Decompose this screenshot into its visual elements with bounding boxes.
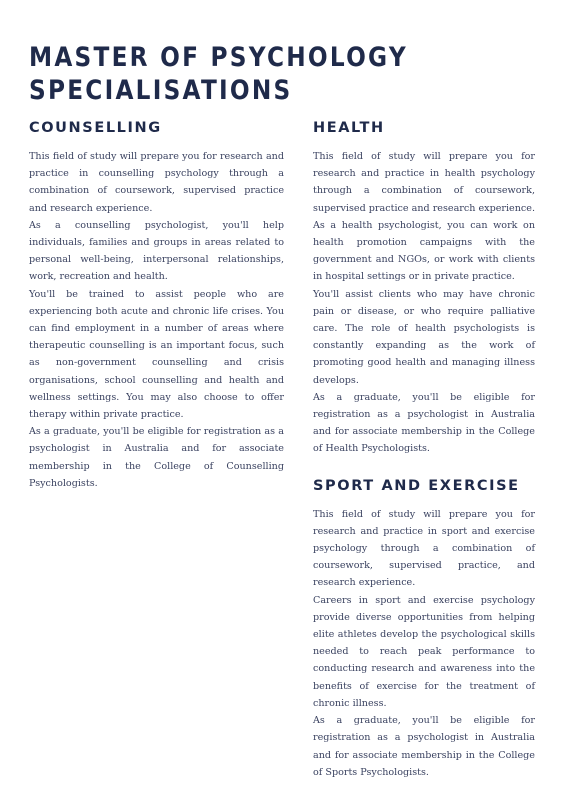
paragraph: As a graduate, you'll be eligible for registration as a psychologist in Australia and for associate membership in the College of Sports Psychologists.	[313, 715, 535, 778]
paragraph: This field of study will prepare you for research and practice in health psychology through a combination of coursework, supervised practice and research experience.	[313, 151, 536, 214]
paragraph: As a health psychologist, you can work on health promotion campaigns with the government and NGOs, or work with clients in hospital settings or in private practice.	[313, 219, 535, 283]
paragraph: You'll assist clients who may have chronic pain or disease, or who require palliative care. The role of health psychologists is constantly expanding as the work of promoting good health and managing illness develops.	[313, 288, 535, 386]
section-sport-and-exercise	[313, 476, 535, 781]
section-heading-health: HEALTH	[313, 120, 385, 136]
paragraph: As a graduate, you'll be eligible for registration as a psychologist in Australia and for associate membership in the College of Health Psychologists.	[313, 391, 535, 455]
right-column	[313, 118, 535, 781]
page-title-line-2: SPECIALISATIONS	[29, 75, 293, 106]
page-title	[29, 41, 468, 107]
section-body-health	[313, 148, 535, 458]
paragraph: This field of study will prepare you for research and practice in counselling psychology through a combination of coursework, supervised practice and research experience.	[29, 151, 284, 214]
paragraph: This field of study will prepare you for research and practice in sport and exercise psychology through a combination of coursework, supervised practice, and research experience.	[313, 508, 535, 589]
section-heading-sport-and-exercise: SPORT AND EXERCISE	[313, 477, 520, 494]
section-body-sport-and-exercise	[313, 506, 535, 781]
section-body-counselling	[29, 148, 284, 492]
left-column	[29, 118, 284, 492]
page-title-line-1: MASTER OF PSYCHOLOGY	[29, 42, 408, 73]
paragraph: Careers in sport and exercise psychology provide diverse opportunities from helping elite athletes develop the psychological skills needed to reach peak performance to conducting research and awareness into the benefits of exercise for the treatment of chronic illness.	[313, 594, 535, 709]
section-heading-counselling: COUNSELLING	[29, 120, 162, 136]
paragraph: As a counselling psychologist, you'll help individuals, families and groups in areas related to personal well-being, interpersonal relationships, work, recreation and health.	[29, 219, 284, 283]
section-counselling	[29, 118, 284, 492]
paragraph: As a graduate, you'll be eligible for registration as a psychologist in Australia and for associate membership in the College of Counselling Psychologists.	[29, 426, 284, 489]
section-health	[313, 118, 535, 458]
paragraph: You'll be trained to assist people who are experiencing both acute and chronic life crises. You can find employment in a number of areas where therapeutic counselling is an important focus, such as non-government counselling and crisis organisations, school counselling and health and wellness settings. You may also choose to offer therapy within private practice.	[29, 288, 284, 421]
